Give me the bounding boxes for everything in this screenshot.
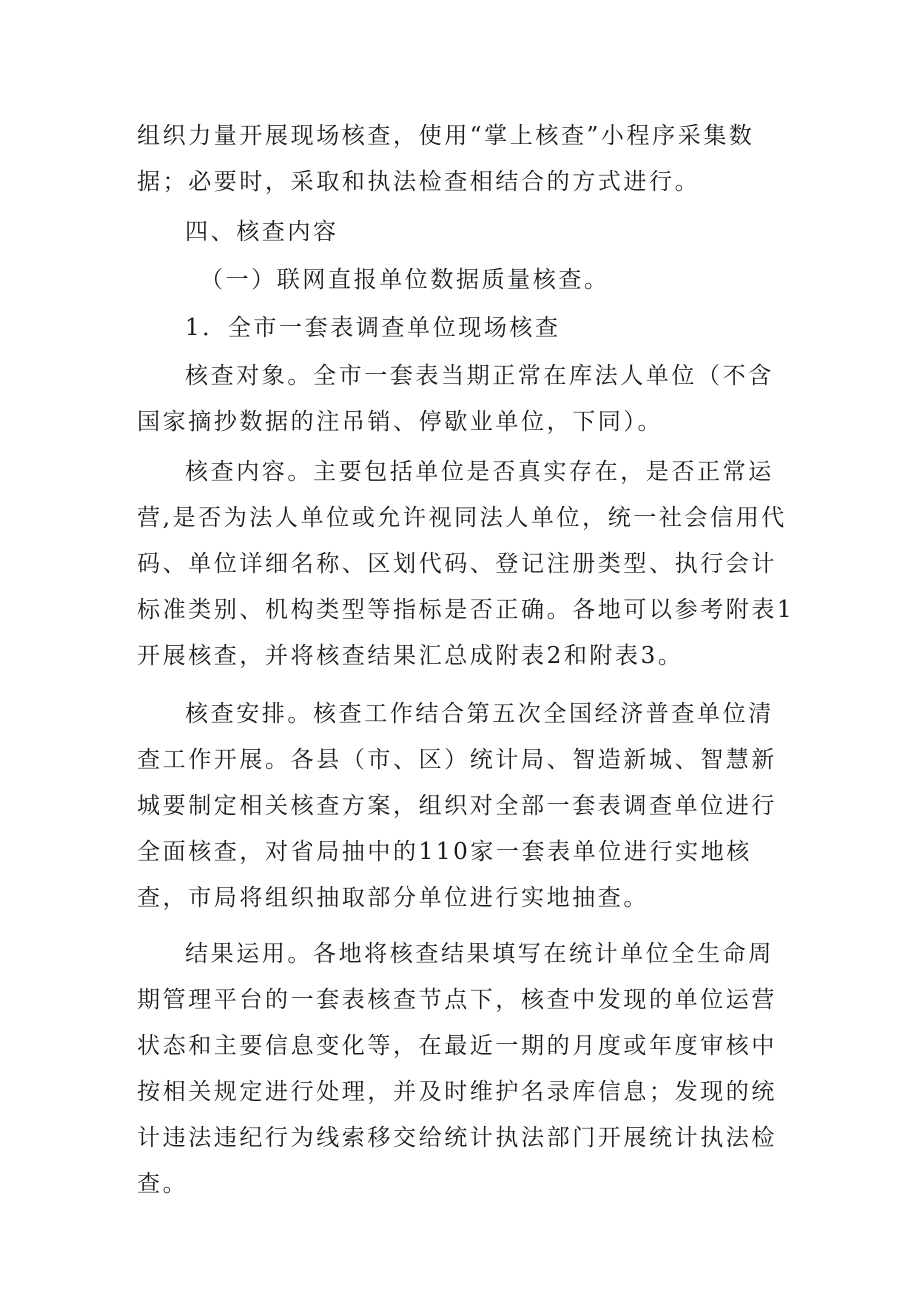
item-heading: 1．全市一套表调查单位现场核查 [185, 315, 561, 341]
paragraph-result: 结果运用。各地将核查结果填写在统计单位全生命周期管理平台的一套表核查节点下，核查中发现的单位运营状态和主要信息变化等，在最近一期的月度或年度审核中按相关规定进行处理，并及时维护名录库信息；发现的统计违法违纪行为线索移交给统计执法部门开展统计执法检查。 [137, 941, 777, 1197]
paragraph-continued: 组织力量开展现场核查，使用“掌上核查”小程序采集数据；必要时，采取和执法检查相结合的方式进行。 [137, 123, 755, 195]
paragraph-content: 核查内容。主要包括单位是否真实存在，是否正常运营,是否为法人单位或允许视同法人单位，统一社会信用代码、单位详细名称、区划代码、登记注册类型、执行会计标准类别、机构类型等指标是否正确。各地可以参考附表1开展核查，并将核查结果汇总成附表2和附表3。 [137, 459, 795, 669]
subsection-heading: （一）联网直报单位数据质量核查。 [200, 267, 610, 293]
paragraph-arrangement: 核查安排。核查工作结合第五次全国经济普查单位清查工作开展。各县（市、区）统计局、智造新城、智慧新城要制定相关核查方案，组织对全部一套表调查单位进行全面核查，对省局抽中的110家一套表单位进行实地核查，市局将组织抽取部分单位进行实地抽查。 [137, 701, 777, 911]
section-heading: 四、核查内容 [185, 219, 339, 245]
paragraph-object: 核查对象。全市一套表当期正常在库法人单位（不含国家摘抄数据的注吊销、停歇业单位，下同）。 [137, 363, 774, 435]
